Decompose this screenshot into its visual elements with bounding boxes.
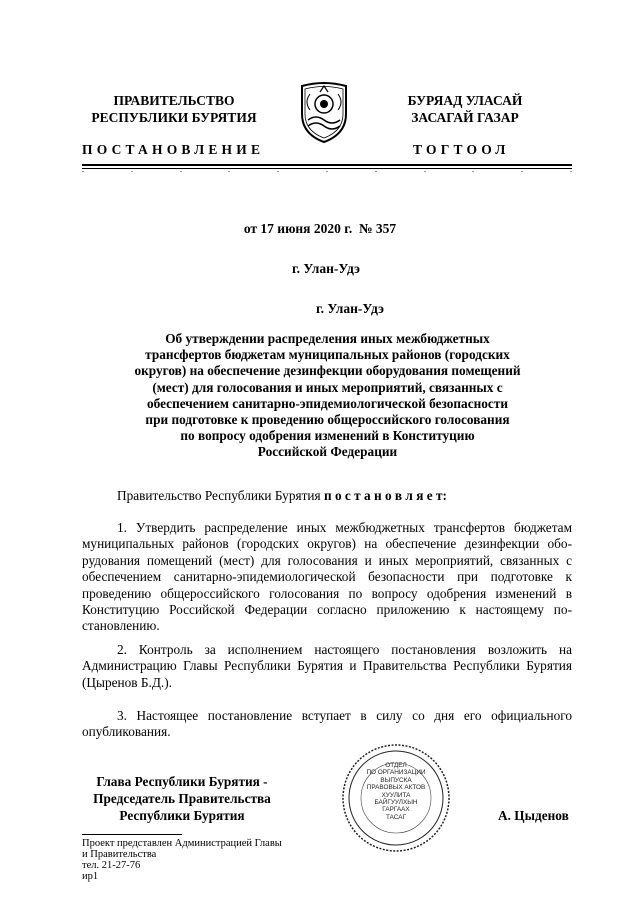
- footer-note: [82, 838, 342, 882]
- date-number: от 17 июня 2020 г. № 357: [243, 221, 397, 236]
- title-line: при подготовке к проведению общероссийского голосования: [145, 412, 510, 428]
- city-line-2: г. Улан-Удэ: [316, 301, 384, 316]
- paragraph-1: [82, 520, 572, 635]
- header-right-org: [380, 92, 550, 126]
- paragraph-3: [82, 708, 572, 741]
- title-line: обеспечением санитарно-эпидемиологической безопасности: [146, 395, 509, 411]
- title-line: Российской Федерации: [257, 444, 398, 460]
- stamp-line: ВЫПУСКА: [380, 776, 412, 784]
- paragraph-2-text: 2. Контроль за исполнением настоящего постановления возложить на Администрацию Главы Республики Бурятия и Правительства Республики Бурятия (Цыренов Б.Д.).: [82, 642, 572, 690]
- preamble-text: Правительство Республики Бурятия: [117, 488, 321, 503]
- coat-of-arms-icon: [298, 80, 350, 144]
- paragraph-3-text: 3. Настоящее постановление вступает в силу со дня его официального опубликования.: [82, 708, 572, 740]
- signatory-title: [82, 773, 282, 824]
- header-rule-thick: [82, 164, 572, 166]
- header-left-line1: ПРАВИТЕЛЬСТВО: [113, 93, 235, 108]
- signatory-name: А. Цыденов: [498, 808, 569, 823]
- stamp-line: ОТДЕЛ: [385, 762, 407, 769]
- document-title: [100, 331, 555, 461]
- signatory-title-line1: Глава Республики Бурятия -: [96, 774, 268, 789]
- doc-type-right: ТОГТООЛ: [413, 142, 510, 157]
- stamp-line: ПРАВОВЫХ АКТОВ: [366, 784, 426, 792]
- paragraph-2: [82, 642, 572, 691]
- title-line: округов) на обеспечение дезинфекции оборудования помещений: [134, 363, 521, 379]
- stamp-line: ХУУЛИТА: [381, 791, 411, 799]
- header-right-line1: БУРЯАД УЛАСАЙ: [407, 93, 523, 108]
- header-dotted-line: [82, 171, 572, 175]
- footer-line4: ир1: [82, 871, 99, 882]
- footer-rule: [82, 834, 182, 835]
- signatory-title-line3: Республики Бурятия: [119, 808, 245, 823]
- header-rule-thin: [82, 168, 572, 169]
- title-line: трансфертов бюджетам муниципальных районов (городских: [145, 347, 510, 363]
- header-left-line2: РЕСПУБЛИКИ БУРЯТИЯ: [91, 110, 257, 125]
- title-line: Об утверждении распределения иных межбюджетных: [165, 331, 490, 346]
- preamble: [82, 488, 572, 504]
- stamp-line: ТАСАГ: [385, 813, 406, 821]
- signatory-title-line2: Председатель Правительства: [93, 791, 271, 806]
- official-stamp: [340, 742, 452, 854]
- doc-type-left: ПОСТАНОВЛЕНИЕ: [82, 142, 265, 157]
- footer-line3: тел. 21-27-76: [82, 860, 141, 871]
- header-right-line2: ЗАСАГАЙ ГАЗАР: [411, 110, 519, 125]
- footer-line2: и Правительства: [82, 849, 157, 860]
- header-left-org: [84, 92, 264, 126]
- preamble-verb: п о с т а н о в л я е т:: [323, 488, 447, 503]
- footer-line1: Проект представлен Администрацией Главы: [82, 838, 282, 849]
- title-line: (мест) для голосования и иных мероприятий, связанных с: [152, 379, 503, 395]
- city-line-1: г. Улан-Удэ: [292, 261, 360, 276]
- paragraph-1-text: 1. Утвердить распределение иных межбюджетных трансфертов бюджетам муниципальных районов (городских округов) на обеспечение дезинфекции оборудования помещений (мест) для голосования и иных мероприятий, связанных с обеспечением санитарно-эпидемиологической безопасности при подготовке к проведению общероссийского голосования по вопросу одобрения изменений в Конституцию Российской Федерации согласно приложению к настоящему постановлению.: [82, 520, 572, 634]
- title-line: по вопросу одобрения изменений в Конституцию: [180, 428, 475, 444]
- stamp-line: ГАРГААХ: [382, 806, 410, 814]
- stamp-line: ПО ОРГАНИЗАЦИИ: [366, 769, 426, 777]
- stamp-line: БАЙГУУЛХЫН: [374, 799, 418, 807]
